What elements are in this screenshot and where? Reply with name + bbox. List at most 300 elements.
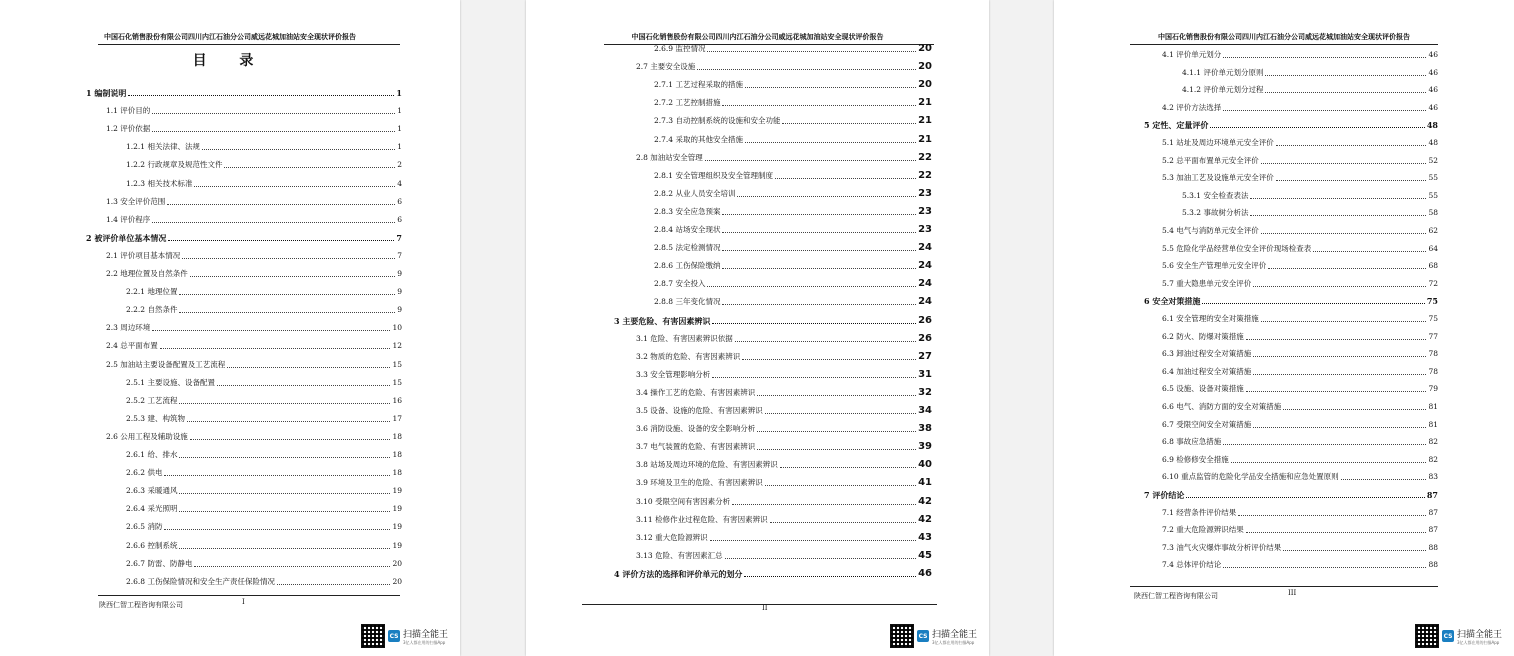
toc-entry	[86, 247, 402, 261]
toc-entry-page: 2	[397, 160, 402, 170]
toc-entry-label: 5.4 电气与消防单元安全评价	[1162, 226, 1259, 235]
toc-entry	[86, 229, 402, 243]
toc-entry-label: 2.8.2 从业人员安全培训	[654, 188, 736, 198]
toc-leader-dots	[160, 348, 391, 349]
toc-entry	[1144, 310, 1438, 324]
toc-title: 目 录	[192, 53, 268, 69]
toc-entry	[86, 120, 402, 134]
toc-entry	[1144, 521, 1438, 535]
scanner-watermark	[361, 624, 448, 648]
toc-entry-page: 1	[397, 142, 402, 152]
toc-entry	[1144, 328, 1438, 342]
toc-leader-dots	[179, 457, 390, 458]
toc-leader-dots	[705, 160, 916, 161]
footer-page-number: II	[762, 604, 768, 612]
toc-leader-dots	[770, 522, 916, 523]
toc-entry-page: 4	[397, 178, 402, 188]
toc-entry-label: 2.8 加油站安全管理	[636, 152, 703, 162]
toc-leader-dots	[1283, 409, 1426, 410]
toc-entry	[86, 175, 402, 189]
toc-entry-label: 2.3 周边环境	[106, 323, 151, 333]
toc-entry-label: 6.5 设施、设备对策措施	[1162, 384, 1244, 394]
toc-entry-label: 3.11 检修作业过程危险、有害因素辨识	[636, 514, 768, 524]
toc-entry-page: 34	[918, 405, 932, 416]
toc-entry-page: 24	[918, 242, 932, 254]
toc-entry-page: 19	[392, 504, 402, 514]
qr-code-icon	[1415, 624, 1439, 648]
toc-entry-page: 19	[392, 540, 402, 550]
toc-leader-dots	[737, 196, 916, 197]
toc-entry	[86, 573, 402, 587]
toc-entry-label: 3.12 重大危险源辨识	[636, 532, 708, 542]
toc-entry-label: 2.5.3 建、构筑物	[126, 413, 185, 423]
toc-entry-label: 3.10 受限空间有害因素分析	[636, 496, 731, 506]
toc-entry-label: 7.4 总体评价结论	[1162, 560, 1222, 570]
toc-entry-label: 2.6.4 采光照明	[126, 504, 178, 514]
toc-entry-page: 23	[918, 187, 932, 199]
toc-entry	[1144, 257, 1438, 271]
toc-entry-label: 3.9 环境及卫生的危险、有害因素辨识	[636, 478, 763, 488]
toc-leader-dots	[712, 323, 916, 324]
toc-leader-dots	[710, 540, 916, 541]
toc-entry-page: 24	[918, 278, 932, 290]
toc-entry-label: 2.8.4 站场安全现状	[654, 225, 721, 234]
toc-leader-dots	[179, 493, 390, 494]
toc-entry-label: 3.5 设备、设施的危险、有害因素辨识	[636, 406, 763, 415]
toc-leader-dots	[194, 566, 390, 567]
toc-entry-label: 6.1 安全管理的安全对策措施	[1162, 314, 1259, 323]
toc-entry	[1144, 152, 1438, 166]
toc-entry	[610, 275, 932, 289]
toc-entry-label: 2.1 评价项目基本情况	[106, 250, 181, 260]
toc-entry-page: 88	[1428, 560, 1438, 570]
toc-entry-page: 19	[392, 522, 402, 532]
toc-leader-dots	[1223, 567, 1426, 568]
toc-entry-page: 22	[918, 169, 932, 181]
scanner-name: 扫描全能王	[931, 629, 977, 640]
toc-entry-label: 5.5 危险化学品经营单位安全评价现场检查表	[1162, 243, 1312, 253]
footer-rule	[582, 604, 937, 605]
toc-leader-dots	[1283, 550, 1426, 551]
toc-entry	[1144, 116, 1438, 130]
toc-entry	[610, 76, 932, 90]
toc-entry-page: 6	[397, 214, 402, 224]
toc-entry	[1144, 363, 1438, 377]
toc-entry-page: 10	[392, 323, 402, 333]
footer-company: 陕西仁智工程咨询有限公司	[1134, 592, 1218, 600]
toc-entry-page: 38	[918, 423, 932, 435]
toc-leader-dots	[1223, 110, 1426, 111]
toc-entry-page: 41	[918, 477, 932, 489]
toc-entry-page: 58	[1428, 208, 1438, 218]
toc-entry-page: 77	[1428, 331, 1438, 341]
toc-leader-dots	[168, 240, 394, 241]
toc-entry-page: 87	[1428, 507, 1438, 517]
toc-entry-page: 24	[918, 296, 932, 308]
toc-leader-dots	[712, 377, 916, 378]
toc-entry-label: 2.2 地理位置及自然条件	[106, 269, 188, 278]
toc-leader-dots	[1186, 497, 1425, 498]
toc-entry-page: 6	[397, 196, 402, 206]
toc-entry-label: 3.3 安全管理影响分析	[636, 369, 711, 379]
toc-entry-label: 2.8.5 法定检测情况	[654, 243, 721, 253]
toc-leader-dots	[128, 95, 394, 96]
toc-entry	[1144, 204, 1438, 218]
toc-entry-label: 7.3 油气火灾爆炸事故分析评价结果	[1162, 542, 1282, 552]
toc-entry	[1144, 64, 1438, 78]
toc-entry	[86, 84, 402, 98]
toc-leader-dots	[745, 142, 916, 143]
toc-entry-label: 2.6.2 供电	[126, 468, 163, 478]
toc-entry-label: 5.3.2 事故树分析法	[1182, 208, 1249, 218]
toc-leader-dots	[1210, 127, 1425, 128]
toc-entry-page: 78	[1428, 366, 1438, 376]
toc-leader-dots	[1246, 532, 1427, 533]
toc-entry-page: 46	[1428, 102, 1438, 112]
toc-entry	[610, 167, 932, 181]
toc-entry	[1144, 240, 1438, 254]
toc-entry	[86, 446, 402, 460]
toc-entry-page: 23	[918, 224, 932, 235]
toc-leader-dots	[190, 276, 395, 277]
header-rule	[98, 44, 400, 45]
toc-entry-label: 2.6.8 工伤保险情况和安全生产责任保险情况	[126, 576, 275, 586]
document-page-2	[526, 0, 989, 656]
cs-logo-icon: CS	[917, 630, 929, 642]
toc-leader-dots	[1265, 92, 1426, 93]
toc-entry-label: 6.7 受限空间安全对策措施	[1162, 419, 1252, 429]
toc-leader-dots	[732, 504, 916, 505]
toc-leader-dots	[757, 395, 916, 396]
toc-entry-label: 4.1 评价单元划分	[1162, 50, 1222, 59]
cs-logo-icon: CS	[388, 630, 400, 642]
toc-entry-label: 3.1 危险、有害因素辨识依据	[636, 333, 733, 343]
document-page-3	[1054, 0, 1514, 656]
toc-leader-dots	[179, 511, 390, 512]
toc-entry	[610, 94, 932, 108]
toc-entry-page: 17	[392, 413, 402, 423]
toc-entry-page: 72	[1428, 278, 1438, 288]
toc-entry-label: 3.2 物质的危险、有害因素辨识	[636, 351, 741, 361]
toc-entry-page: 7	[396, 232, 402, 243]
toc-entry-label: 2.5.2 工艺流程	[126, 395, 178, 405]
toc-entry-label: 5.3 加油工艺及设施单元安全评价	[1162, 173, 1274, 183]
toc-leader-dots	[1223, 57, 1426, 58]
toc-entry-page: 46	[1428, 50, 1438, 59]
toc-entry	[610, 149, 932, 163]
toc-entry	[86, 537, 402, 551]
toc-entry-label: 5 定性、定量评价	[1144, 120, 1209, 131]
toc-leader-dots	[1223, 444, 1426, 445]
toc-entry-label: 2.8.1 安全管理组织及安全管理制度	[654, 170, 773, 180]
toc-entry	[610, 420, 932, 434]
toc-entry-label: 5.1 站址及周边环境单元安全评价	[1162, 138, 1274, 147]
toc-leader-dots	[1341, 479, 1427, 480]
toc-entry-label: 5.7 重大隐患单元安全评价	[1162, 278, 1252, 288]
toc-entry	[86, 156, 402, 170]
toc-entry-label: 6.10 重点监管的危险化学品安全措施和应急处置原则	[1162, 472, 1339, 482]
toc-leader-dots	[707, 51, 916, 52]
toc-entry-page: 7	[397, 250, 402, 260]
toc-entry-label: 2.4 总平面布置	[106, 341, 158, 351]
toc-entry	[610, 330, 932, 344]
toc-leader-dots	[782, 123, 916, 124]
toc-entry-page: 15	[392, 377, 402, 387]
toc-entry-page: 26	[918, 314, 932, 326]
toc-entry-label: 4 评价方法的选择和评价单元的划分	[614, 568, 743, 579]
toc-entry-label: 2.6.3 采暖通风	[126, 486, 178, 496]
toc-entry	[610, 312, 932, 326]
toc-entry-label: 2.5.1 主要设施、设备配置	[126, 377, 215, 387]
toc-entry	[86, 482, 402, 496]
toc-entry-label: 2.7.4 采取的其他安全措施	[654, 134, 743, 144]
toc-entry-page: 9	[397, 269, 402, 278]
qr-code-icon	[890, 624, 914, 648]
toc-entry-page: 1	[397, 124, 402, 134]
toc-entry-label: 1.3 安全评价范围	[106, 196, 166, 206]
toc-entry	[86, 211, 402, 225]
toc-leader-dots	[187, 421, 390, 422]
toc-entry	[86, 464, 402, 478]
toc-leader-dots	[722, 232, 916, 233]
toc-entry-page: 20	[392, 558, 402, 568]
toc-entry	[1144, 486, 1438, 500]
toc-leader-dots	[217, 385, 390, 386]
toc-entry-page: 16	[392, 395, 402, 405]
toc-entry-label: 3.13 危险、有害因素汇总	[636, 550, 723, 560]
toc-entry	[1144, 81, 1438, 95]
toc-entry-label: 6.6 电气、消防方面的安全对策措施	[1162, 402, 1282, 411]
toc-entry-label: 3.4 操作工艺的危险、有害因素辨识	[636, 387, 756, 397]
toc-entry-label: 1.4 评价程序	[106, 214, 151, 224]
toc-leader-dots	[1231, 462, 1427, 463]
toc-entry-label: 5.2 总平面布置单元安全评价	[1162, 155, 1259, 165]
qr-code-icon	[361, 624, 385, 648]
toc-entry	[610, 511, 932, 525]
toc-entry	[86, 428, 402, 442]
toc-entry-label: 2.6.9 监控情况	[654, 44, 706, 53]
toc-entry-page: 21	[918, 133, 932, 145]
toc-entry-label: 7.2 重大危险源辨识结果	[1162, 525, 1244, 535]
toc-leader-dots	[179, 548, 390, 549]
toc-entry-page: 1	[397, 106, 402, 116]
toc-entry	[86, 102, 402, 116]
toc-entry-page: 39	[918, 441, 932, 453]
toc-leader-dots	[1246, 391, 1427, 392]
toc-entry-label: 3.8 站场及周边环境的危险、有害因素辨识	[636, 460, 778, 470]
toc-entry-label: 2.8.6 工伤保险缴纳	[654, 261, 721, 271]
toc-entry	[610, 547, 932, 561]
toc-entry-page: 55	[1428, 190, 1438, 200]
toc-entry	[610, 185, 932, 199]
toc-entry	[610, 402, 932, 416]
toc-leader-dots	[202, 149, 395, 150]
toc-entry	[1144, 99, 1438, 113]
toc-leader-dots	[1253, 356, 1426, 357]
toc-entry	[610, 293, 932, 307]
toc-entry	[1144, 416, 1438, 430]
toc-entry-label: 6.8 事故应急措施	[1162, 437, 1222, 447]
toc-entry-page: 43	[918, 531, 932, 543]
toc-entry-label: 1.2.1 相关法律、法规	[126, 142, 200, 152]
toc-entry-label: 5.6 安全生产管理单元安全评价	[1162, 261, 1267, 271]
toc-entry	[610, 529, 932, 543]
toc-entry	[86, 301, 402, 315]
toc-entry	[1144, 504, 1438, 518]
toc-entry-page: 18	[392, 450, 402, 459]
toc-leader-dots	[152, 330, 390, 331]
toc-leader-dots	[1246, 339, 1427, 340]
toc-entry-page: 21	[918, 97, 932, 109]
toc-entry-label: 6 安全对策措施	[1144, 296, 1201, 307]
toc-entry	[610, 112, 932, 126]
toc-entry	[1144, 468, 1438, 482]
toc-entry-page: 68	[1428, 261, 1438, 271]
toc-entry	[86, 193, 402, 207]
toc-leader-dots	[152, 222, 395, 223]
toc-entry-page: 81	[1428, 402, 1438, 411]
toc-entry-label: 7 评价结论	[1144, 490, 1185, 500]
toc-entry-label: 3.7 电气装置的危险、有害因素辨识	[636, 442, 756, 452]
toc-entry-label: 6.9 检修修安全措施	[1162, 454, 1229, 464]
toc-leader-dots	[722, 250, 916, 251]
toc-entry-label: 2.7.3 自动控制系统的设施和安全功能	[654, 116, 781, 126]
cs-logo-icon: CS	[1442, 630, 1454, 642]
toc-entry-page: 45	[918, 549, 932, 561]
toc-entry-page: 79	[1428, 384, 1438, 394]
toc-leader-dots	[1268, 268, 1426, 269]
toc-entry	[610, 366, 932, 380]
toc-entry	[610, 384, 932, 398]
toc-entry-page: 22	[918, 151, 932, 163]
toc-entry-page: 75	[1426, 296, 1438, 307]
toc-leader-dots	[164, 475, 390, 476]
toc-entry	[610, 474, 932, 488]
toc-leader-dots	[757, 431, 916, 432]
footer-page-number: III	[1288, 589, 1297, 597]
toc-entry	[1144, 556, 1438, 570]
toc-entry	[1144, 222, 1438, 236]
toc-leader-dots	[190, 439, 391, 440]
toc-entry	[86, 410, 402, 424]
toc-entry-page: 31	[918, 368, 932, 380]
toc-entry-label: 2.2.2 自然条件	[126, 305, 178, 315]
scanner-tagline: 3亿人都在用的扫描App	[931, 639, 975, 645]
toc-leader-dots	[722, 268, 916, 269]
toc-entry	[610, 239, 932, 253]
toc-entry	[1144, 380, 1438, 394]
toc-entry-label: 4.2 评价方法选择	[1162, 102, 1222, 112]
toc-leader-dots	[182, 258, 395, 259]
toc-leader-dots	[1253, 286, 1426, 287]
toc-entry-label: 2.2.1 地理位置	[126, 287, 178, 297]
toc-entry-page: 87	[1428, 525, 1438, 535]
toc-leader-dots	[1238, 515, 1426, 516]
toc-entry	[1144, 275, 1438, 289]
toc-leader-dots	[194, 186, 395, 187]
toc-entry	[86, 500, 402, 514]
toc-entry	[610, 493, 932, 507]
toc-entry	[610, 58, 932, 72]
page-header: 中国石化销售股份有限公司四川内江石油分公司威远花城加油站安全现状评价报告	[1158, 32, 1410, 41]
toc-entry-page: 9	[397, 305, 402, 315]
toc-leader-dots	[1265, 75, 1426, 76]
toc-entry	[610, 257, 932, 271]
toc-entry-page: 48	[1428, 138, 1438, 147]
toc-entry-label: 3 主要危险、有害因素辨识	[614, 315, 711, 326]
toc-entry-page: 82	[1428, 437, 1438, 447]
toc-entry-label: 2.6.1 给、排水	[126, 450, 178, 459]
toc-entry-label: 2.6.6 控制系统	[126, 540, 178, 550]
toc-entry-label: 2.8.3 安全应急预案	[654, 206, 721, 216]
toc-leader-dots	[1261, 233, 1427, 234]
toc-entry	[610, 565, 932, 579]
toc-entry-page: 40	[918, 459, 932, 471]
toc-leader-dots	[707, 286, 916, 287]
toc-leader-dots	[745, 87, 916, 88]
page-header: 中国石化销售股份有限公司四川内江石油分公司威远花城加油站安全现状评价报告	[631, 32, 884, 41]
page-header: 中国石化销售股份有限公司四川内江石油分公司威远花城加油站安全现状评价报告	[104, 32, 356, 41]
toc-entry-label: 2.6.5 消防	[126, 522, 163, 532]
toc-entry-label: 2 被评价单位基本情况	[86, 232, 167, 243]
scanner-tagline: 3亿人都在用的扫描App	[402, 639, 446, 645]
toc-entry-page: 23	[918, 205, 932, 217]
toc-entry	[86, 555, 402, 569]
toc-entry	[610, 203, 932, 217]
toc-entry	[610, 456, 932, 470]
toc-leader-dots	[697, 69, 916, 70]
toc-entry-label: 2.7.1 工艺过程采取的措施	[654, 80, 743, 90]
toc-leader-dots	[1261, 321, 1427, 322]
toc-entry-page: 20	[918, 79, 932, 91]
toc-entry-page: 81	[1428, 419, 1438, 429]
footer-rule	[1130, 586, 1438, 587]
toc-entry-label: 1.2.2 行政规章及规范性文件	[126, 160, 223, 170]
toc-entry-label: 6.3 卸油过程安全对策措施	[1162, 349, 1252, 359]
toc-entry	[1144, 451, 1438, 465]
toc-entry	[1144, 292, 1438, 306]
toc-leader-dots	[167, 204, 395, 205]
toc-entry	[86, 392, 402, 406]
toc-entry	[1144, 169, 1438, 183]
toc-entry-page: 20	[392, 576, 402, 586]
toc-leader-dots	[179, 294, 395, 295]
toc-entry	[86, 337, 402, 351]
toc-entry-label: 7.1 经营条件评价结果	[1162, 507, 1237, 517]
toc-leader-dots	[725, 558, 916, 559]
toc-entry	[1144, 433, 1438, 447]
toc-entry-label: 1.1 评价目的	[106, 106, 151, 116]
toc-entry-label: 4.1.1 评价单元划分原则	[1182, 67, 1264, 77]
toc-leader-dots	[1250, 215, 1426, 216]
toc-leader-dots	[277, 584, 390, 585]
scanner-name: 扫描全能王	[1456, 629, 1502, 640]
toc-entry-label: 4.1.2 评价单元划分过程	[1182, 85, 1264, 95]
toc-entry-page: 88	[1428, 542, 1438, 552]
toc-entry-label: 1.2.3 相关技术标准	[126, 178, 193, 188]
toc-leader-dots	[179, 312, 395, 313]
toc-leader-dots	[1253, 427, 1426, 428]
toc-entry-label: 2.6 公用工程及辅助设施	[106, 431, 188, 441]
toc-entry-page: 78	[1428, 349, 1438, 359]
toc-entry-page: 26	[918, 332, 932, 344]
toc-leader-dots	[1202, 303, 1425, 304]
toc-leader-dots	[742, 359, 916, 360]
toc-entry-label: 2.7 主要安全设施	[636, 62, 696, 72]
toc-entry	[610, 438, 932, 452]
toc-entry	[610, 221, 932, 235]
toc-entry-page: 18	[392, 468, 402, 478]
